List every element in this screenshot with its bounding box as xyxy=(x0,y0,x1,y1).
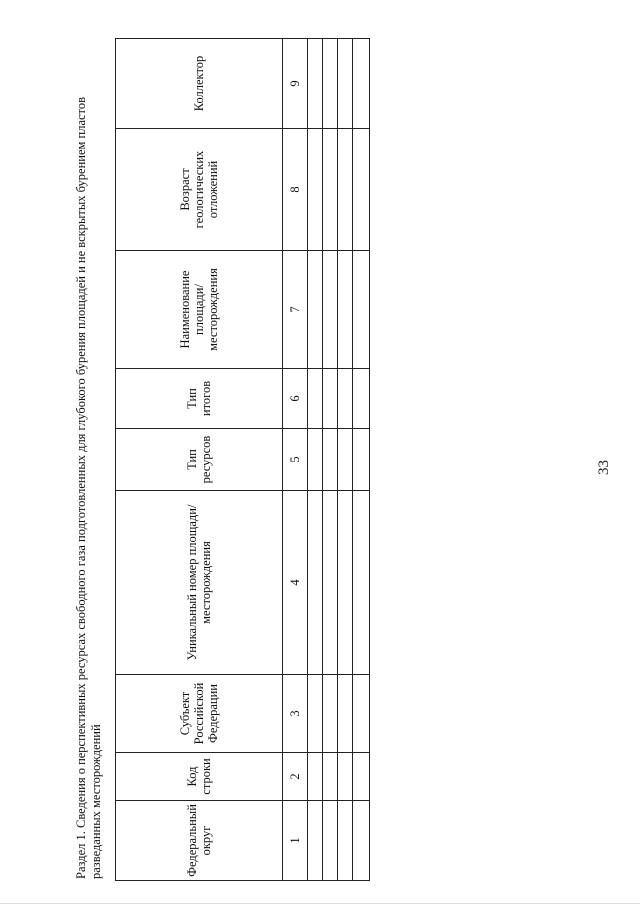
table-header-row xyxy=(116,39,283,881)
table-cell[interactable] xyxy=(308,491,323,675)
table-cell[interactable] xyxy=(323,429,338,491)
column-number: 3 xyxy=(283,675,308,753)
table-cell[interactable] xyxy=(323,491,338,675)
table-cell[interactable] xyxy=(353,801,370,881)
column-number-row xyxy=(283,39,308,881)
table-row xyxy=(323,39,338,881)
header-federal-district: Федеральный округ xyxy=(116,801,283,881)
header-subject: Субъект Российской Федерации xyxy=(116,675,283,753)
table-cell[interactable] xyxy=(353,129,370,251)
table-cell[interactable] xyxy=(338,39,353,129)
table-row xyxy=(308,39,323,881)
table-cell[interactable] xyxy=(353,429,370,491)
column-number: 5 xyxy=(283,429,308,491)
table-cell[interactable] xyxy=(353,675,370,753)
table-cell[interactable] xyxy=(323,675,338,753)
table-cell[interactable] xyxy=(308,251,323,369)
column-number: 8 xyxy=(283,129,308,251)
page-edge xyxy=(0,903,640,904)
header-totals-type: Тип итогов xyxy=(116,369,283,429)
table-cell[interactable] xyxy=(308,369,323,429)
table-cell[interactable] xyxy=(338,129,353,251)
table-cell[interactable] xyxy=(338,251,353,369)
table-cell[interactable] xyxy=(323,801,338,881)
resources-table xyxy=(115,38,370,881)
table-cell[interactable] xyxy=(353,491,370,675)
header-reservoir: Коллектор xyxy=(116,39,283,129)
table-cell[interactable] xyxy=(338,675,353,753)
table-cell[interactable] xyxy=(323,251,338,369)
column-number: 7 xyxy=(283,251,308,369)
table-cell[interactable] xyxy=(338,369,353,429)
table-cell[interactable] xyxy=(353,369,370,429)
table-cell[interactable] xyxy=(338,801,353,881)
column-number: 1 xyxy=(283,801,308,881)
column-number: 4 xyxy=(283,491,308,675)
table-cell[interactable] xyxy=(353,251,370,369)
table-cell[interactable] xyxy=(353,39,370,129)
table-cell[interactable] xyxy=(308,429,323,491)
table-cell[interactable] xyxy=(353,753,370,801)
table-cell[interactable] xyxy=(323,369,338,429)
table-row xyxy=(338,39,353,881)
table-cell[interactable] xyxy=(308,675,323,753)
table-cell[interactable] xyxy=(308,801,323,881)
table-cell[interactable] xyxy=(323,753,338,801)
header-unique-number: Уникальный номер площади/месторождения xyxy=(116,491,283,675)
header-field-name: Наименование площади/ месторождения xyxy=(116,251,283,369)
header-row-code: Код строки xyxy=(116,753,283,801)
table-cell[interactable] xyxy=(338,429,353,491)
column-number: 2 xyxy=(283,753,308,801)
table-cell[interactable] xyxy=(338,491,353,675)
page-number: 33 xyxy=(596,460,612,475)
table-cell[interactable] xyxy=(323,129,338,251)
table-cell[interactable] xyxy=(308,753,323,801)
table-row xyxy=(353,39,370,881)
column-number: 6 xyxy=(283,369,308,429)
header-resource-type: Тип ресурсов xyxy=(116,429,283,491)
table-cell[interactable] xyxy=(308,129,323,251)
table-cell[interactable] xyxy=(338,753,353,801)
column-number: 9 xyxy=(283,39,308,129)
section-caption: Раздел 1. Сведения о перспективных ресурсах свободного газа подготовленных для глубокого бурения площадей и не вскрытых бурением пластов разведанных месторождений xyxy=(74,96,103,879)
header-geological-age: Возраст геологических отложений xyxy=(116,129,283,251)
table-cell[interactable] xyxy=(323,39,338,129)
table-cell[interactable] xyxy=(308,39,323,129)
